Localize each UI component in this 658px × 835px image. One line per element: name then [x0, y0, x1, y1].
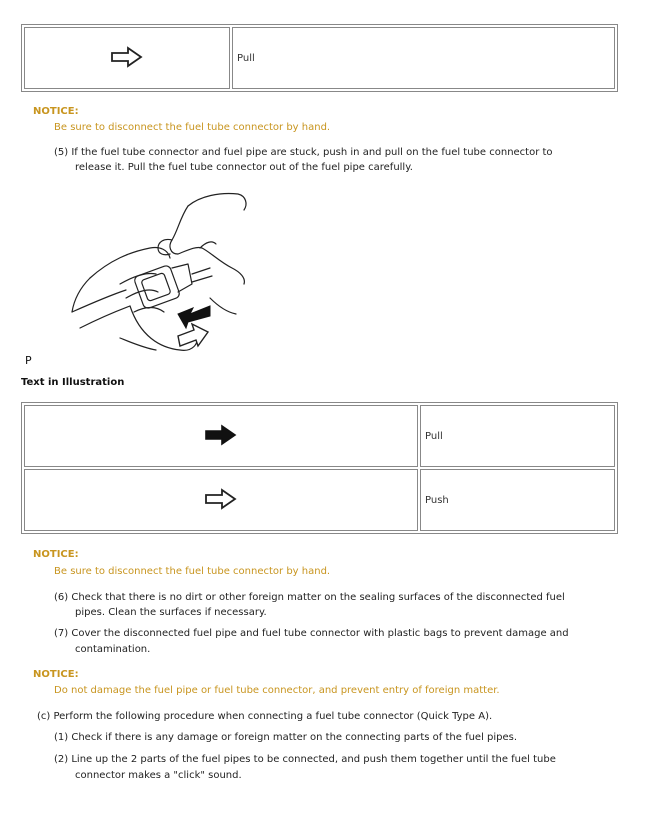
outline-arrow-illustration: [178, 324, 208, 346]
sub-step-2-line-2: connector makes a "click" sound.: [75, 770, 242, 781]
legend-table-bottom: [21, 402, 618, 534]
sub-step-2-line-1: (2) Line up the 2 parts of the fuel pipes to be connected, and push them together until the fuel tube: [54, 754, 556, 765]
notice-text: Be sure to disconnect the fuel tube connector by hand.: [54, 122, 331, 133]
table-row: [24, 469, 615, 531]
notice-title: NOTICE:: [33, 549, 79, 560]
notice-title: NOTICE:: [33, 669, 79, 680]
solid-arrow-right-icon: [204, 424, 238, 446]
label-cell: Pull: [420, 405, 615, 467]
arrow-cell: [24, 27, 230, 89]
table-row: [24, 27, 615, 89]
table-row: [24, 405, 615, 467]
notice-text: Be sure to disconnect the fuel tube connector by hand.: [54, 566, 331, 577]
arrow-cell: [24, 405, 418, 467]
legend-table-top: [21, 24, 618, 92]
text-in-illustration-heading: Text in Illustration: [21, 377, 125, 388]
outline-arrow-right-icon: [110, 46, 144, 68]
sub-step-1: (1) Check if there is any damage or foreign matter on the connecting parts of the fuel pipes.: [54, 732, 518, 743]
step-c: (c) Perform the following procedure when connecting a fuel tube connector (Quick Type A).: [37, 711, 493, 722]
label-cell: Push: [420, 469, 615, 531]
step-6-line-2: pipes. Clean the surfaces if necessary.: [75, 607, 267, 618]
step-5-line-2: release it. Pull the fuel tube connector out of the fuel pipe carefully.: [75, 162, 413, 173]
step-7-line-1: (7) Cover the disconnected fuel pipe and fuel tube connector with plastic bags to prevent damage and: [54, 628, 569, 639]
arrow-cell: [24, 469, 418, 531]
step-5-line-1: (5) If the fuel tube connector and fuel pipe are stuck, push in and pull on the fuel tube connector to: [54, 147, 553, 158]
notice-title: NOTICE:: [33, 106, 79, 117]
label-cell: Pull: [232, 27, 615, 89]
illustration-code: P: [25, 354, 32, 367]
step-7-line-2: contamination.: [75, 644, 151, 655]
outline-arrow-right-icon: [204, 488, 238, 510]
notice-text: Do not damage the fuel pipe or fuel tube connector, and prevent entry of foreign matter.: [54, 685, 500, 696]
connector-illustration: [60, 188, 260, 358]
step-6-line-1: (6) Check that there is no dirt or other foreign matter on the sealing surfaces of the disconnected fuel: [54, 592, 565, 603]
